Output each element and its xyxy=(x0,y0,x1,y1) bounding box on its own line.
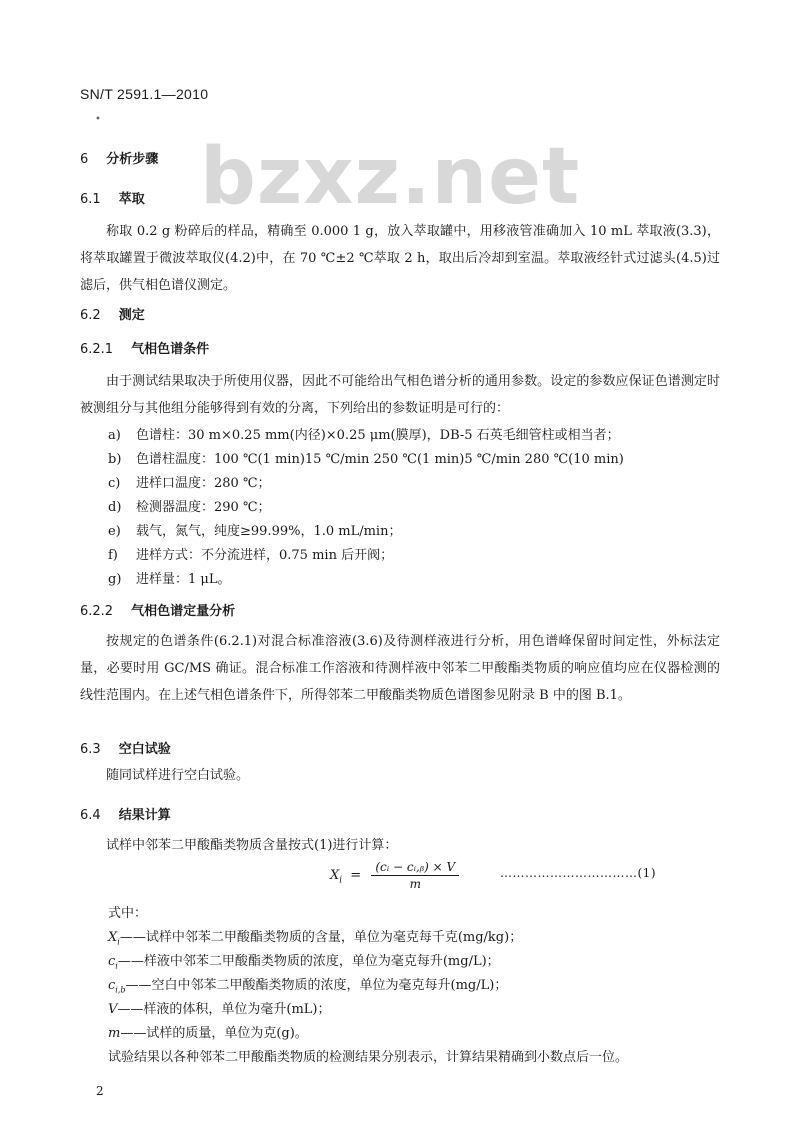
list-item: f) 进样方式：不分流进样，0.75 min 后开阀； xyxy=(108,548,394,563)
formula-numerator: (cᵢ − cᵢ,ᵦ) × V xyxy=(371,860,459,876)
page-number: 2 xyxy=(96,1084,104,1098)
variable-definition: $X_i——$试样中邻苯二甲酸酯类物质的含量，单位为毫克每千克(mg/kg)； xyxy=(108,930,523,947)
section-number: 6 xyxy=(80,152,89,167)
list-item: d) 检测器温度：290 ℃； xyxy=(108,500,271,515)
section-number: 6.2.1 xyxy=(80,342,114,357)
section-6-2-1-paragraph: 由于测试结果取决于所使用仪器，因此不可能给出气相色谱分析的通用参数。设定的参数应保证色谱测定时被测组分与其他组分能够得到有效的分离，下列给出的参数证明是可行的： xyxy=(80,374,720,416)
section-6-1-paragraph: 称取 0.2 g 粉碎后的样品，精确至 0.000 1 g，放入萃取罐中，用移液管准确加入 10 mL 萃取液(3.3)，将萃取罐置于微波萃取仪(4.2)中，在 70 ℃±2 ℃萃取 2 h，取出后冷却到室温。萃取液经针式过滤头(4.5)过滤后，供气相色谱仪测定。 xyxy=(80,224,720,293)
section-6-heading xyxy=(80,148,158,167)
where-label: 式中： xyxy=(108,906,148,921)
list-item: c) 进样口温度：280 ℃； xyxy=(108,476,271,491)
section-title: 测定 xyxy=(118,308,145,323)
section-6-1-heading xyxy=(80,188,145,207)
list-item: g) 进样量：1 μL。 xyxy=(108,572,231,587)
document-id: SN/T 2591.1—2010 xyxy=(80,86,209,102)
variable-definition: $c_i——$样液中邻苯二甲酸酯类物质的浓度，单位为毫克每升(mg/L)； xyxy=(108,954,500,971)
equation-number: ……………………………(1) xyxy=(500,866,656,880)
list-item: b) 色谱柱温度：100 ℃(1 min)15 ℃/min 250 ℃(1 min)5 ℃/min 280 ℃(10 min) xyxy=(108,452,624,467)
section-6-2-1-heading xyxy=(80,338,209,357)
stray-dot: • xyxy=(95,114,101,125)
watermark: bzxz.net xyxy=(200,132,581,222)
section-6-2-2-heading xyxy=(80,600,235,619)
section-6-3-heading xyxy=(80,738,171,757)
formula-lhs: X xyxy=(330,868,340,883)
variable-definition: $c_{i,b}——$空白中邻苯二甲酸酯类物质的浓度，单位为毫克每升(mg/L)； xyxy=(108,978,508,995)
section-title: 萃取 xyxy=(118,192,145,207)
section-6-3-paragraph: 随同试样进行空白试验。 xyxy=(106,768,250,783)
section-6-4-intro: 试样中邻苯二甲酸酯类物质含量按式(1)进行计算： xyxy=(106,838,398,853)
formula-denominator: m xyxy=(409,877,421,891)
formula-lhs-subscript: i xyxy=(339,875,343,886)
section-6-2-2-paragraph: 按规定的色谱条件(6.2.1)对混合标准溶液(3.6)及待测样液进行分析，用色谱峰保留时间定性，外标法定量，必要时用 GC/MS 确证。混合标准工作溶液和待测样液中邻苯二甲酸酯类物质的响应值均应在仪器检测的线性范围内。在上述气相色谱条件下，所得邻苯二甲酸酯类物质色谱图参见附录 B 中的图 B.1。 xyxy=(80,634,720,703)
section-number: 6.2 xyxy=(80,308,101,323)
list-item: e) 载气，氮气，纯度≥99.99%，1.0 mL/min； xyxy=(108,524,402,539)
section-title: 气相色谱条件 xyxy=(131,342,210,357)
formula-equals: = xyxy=(350,868,362,883)
section-title: 空白试验 xyxy=(118,742,171,757)
section-title: 气相色谱定量分析 xyxy=(131,604,236,619)
section-title: 分析步骤 xyxy=(106,152,159,167)
results-note: 试验结果以各种邻苯二甲酸酯类物质的检测结果分别表示，计算结果精确到小数点后一位。 xyxy=(108,1050,629,1065)
section-title: 结果计算 xyxy=(118,808,171,823)
section-number: 6.3 xyxy=(80,742,101,757)
formula-fraction xyxy=(371,860,459,891)
variable-definition: m——试样的质量，单位为克(g)。 xyxy=(108,1026,308,1041)
section-number: 6.2.2 xyxy=(80,604,114,619)
section-6-2-heading xyxy=(80,304,145,323)
section-number: 6.4 xyxy=(80,808,101,823)
list-item: a) 色谱柱：30 m×0.25 mm(内径)×0.25 μm(膜厚)，DB-5 石英毛细管柱或相当者； xyxy=(108,428,620,443)
section-6-4-heading xyxy=(80,804,171,823)
variable-definition: V——样液的体积，单位为毫升(mL)； xyxy=(108,1002,331,1017)
section-number: 6.1 xyxy=(80,192,101,207)
formula-1 xyxy=(330,860,459,891)
